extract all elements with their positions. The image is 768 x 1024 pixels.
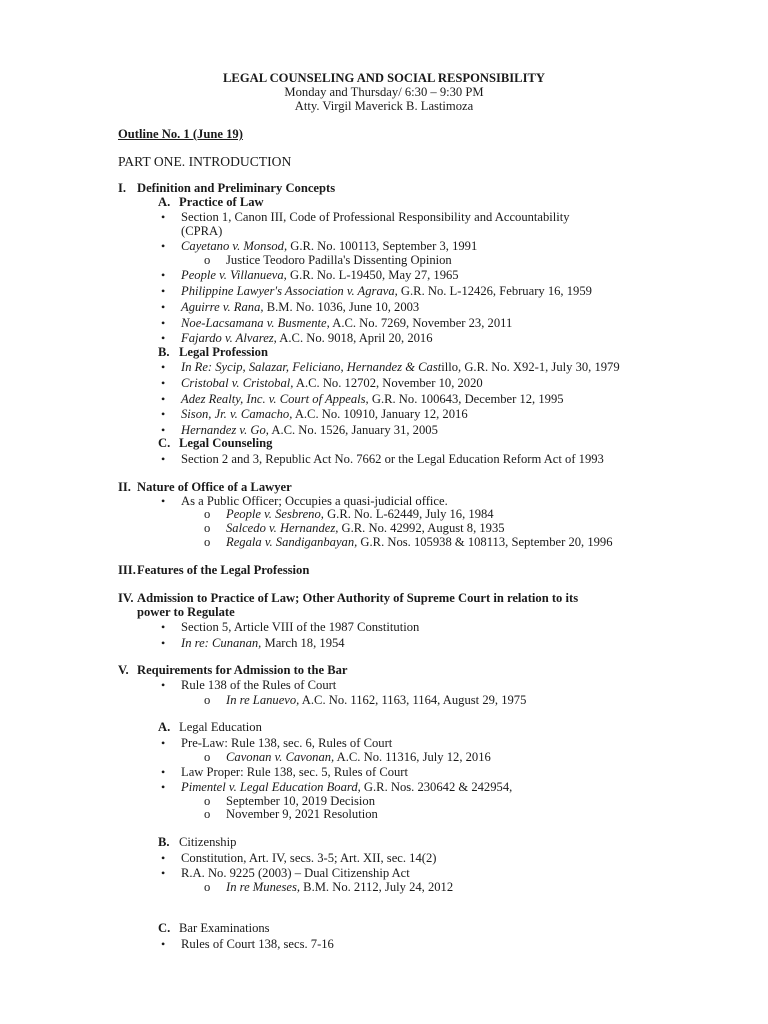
list-item: As a Public Officer; Occupies a quasi-judicial office. <box>181 494 448 508</box>
case-citation: A.C. No. 1162, 1163, 1164, August 29, 1975 <box>299 693 527 707</box>
case-citation: A.C. No. 11316, July 12, 2016 <box>334 750 491 764</box>
case-citation: A.C. No. 9018, April 20, 2016 <box>276 331 433 345</box>
sub-list-item: November 9, 2021 Resolution <box>226 807 378 821</box>
part-title: PART ONE. INTRODUCTION <box>118 154 292 169</box>
list-item <box>181 284 592 299</box>
list-item <box>181 780 512 795</box>
outline-label: Outline No. 1 (June 19) <box>118 127 243 141</box>
section-number: V. <box>118 663 129 677</box>
section-number: I. <box>118 181 127 195</box>
case-citation: A.C. No. 7269, November 23, 2011 <box>329 316 513 330</box>
case-name: Hernandez v. Go, <box>181 423 269 437</box>
list-item <box>181 300 419 315</box>
list-item: Constitution, Art. IV, secs. 3-5; Art. XII, sec. 14(2) <box>181 851 437 865</box>
section-number: III. <box>118 563 136 577</box>
list-item: R.A. No. 9225 (2003) – Dual Citizenship Act <box>181 866 410 880</box>
bullet-icon: • <box>161 765 166 779</box>
circle-bullet-icon: o <box>204 693 211 707</box>
bullet-icon: • <box>161 239 166 253</box>
sub-list-item: Justice Teodoro Padilla's Dissenting Opinion <box>226 253 452 267</box>
subsection-heading <box>158 345 268 360</box>
case-citation: G.R. Nos. 230642 & 242954, <box>360 780 513 794</box>
bullet-icon: • <box>161 407 166 421</box>
bullet-icon: • <box>161 331 166 345</box>
subsection-title: Practice of Law <box>179 195 264 209</box>
section-title: Features of the Legal Profession <box>137 563 310 577</box>
instructor-line: Atty. Virgil Maverick B. Lastimoza <box>294 99 474 113</box>
bullet-icon: • <box>161 284 166 298</box>
bullet-icon: • <box>161 620 166 634</box>
list-item: Rules of Court 138, secs. 7-16 <box>181 937 334 951</box>
list-item <box>181 636 345 651</box>
bullet-icon: • <box>161 376 166 390</box>
circle-bullet-icon: o <box>204 807 211 821</box>
list-item <box>181 316 512 331</box>
sub-list-item <box>226 693 526 708</box>
case-name: In re: Cunanan, <box>181 636 262 650</box>
case-citation: illo, G.R. No. X92-1, July 30, 1979 <box>441 360 620 374</box>
circle-bullet-icon: o <box>204 521 211 535</box>
case-name: Aguirre v. Rana, <box>181 300 264 314</box>
list-item <box>181 268 459 283</box>
list-item: Section 5, Article VIII of the 1987 Constitution <box>181 620 420 634</box>
circle-bullet-icon: o <box>204 794 211 808</box>
list-item <box>181 331 433 346</box>
section-title: Nature of Office of a Lawyer <box>137 480 292 494</box>
bullet-icon: • <box>161 300 166 314</box>
list-item <box>181 239 477 254</box>
circle-bullet-icon: o <box>204 253 211 267</box>
case-name: In re Lanuevo, <box>226 693 300 707</box>
subsection-letter: C. <box>158 921 171 935</box>
bullet-icon: • <box>161 937 166 951</box>
bullet-icon: • <box>161 866 166 880</box>
case-citation: G.R. Nos. 105938 & 108113, September 20, 1996 <box>357 535 613 549</box>
case-citation: G.R. No. L-19450, May 27, 1965 <box>286 268 459 282</box>
subsection-heading <box>158 921 270 936</box>
section-number: IV. <box>118 591 134 605</box>
subsection-title: Legal Profession <box>179 345 268 359</box>
case-name: People v. Villanueva, <box>181 268 287 282</box>
bullet-icon: • <box>161 494 166 508</box>
list-item: Rule 138 of the Rules of Court <box>181 678 337 692</box>
list-item: Pre-Law: Rule 138, sec. 6, Rules of Court <box>181 736 393 750</box>
list-item: Law Proper: Rule 138, sec. 5, Rules of Court <box>181 765 409 779</box>
case-name: Pimentel v. Legal Education Board, <box>181 780 361 794</box>
case-name: Salcedo v. Hernandez, <box>226 521 339 535</box>
case-name: Regala v. Sandiganbayan, <box>226 535 358 549</box>
bullet-icon: • <box>161 316 166 330</box>
case-citation: A.C. No. 1526, January 31, 2005 <box>268 423 438 437</box>
subsection-heading <box>158 195 264 210</box>
subsection-letter: B. <box>158 345 170 359</box>
subsection-title: Bar Examinations <box>179 921 270 935</box>
case-name: In Re: Sycip, Salazar, Feliciano, Hernandez & Cast <box>181 360 442 374</box>
bullet-icon: • <box>161 736 166 750</box>
bullet-icon: • <box>161 392 166 406</box>
bullet-icon: • <box>161 780 166 794</box>
sub-list-item <box>226 521 505 536</box>
document-title: LEGAL COUNSELING AND SOCIAL RESPONSIBILITY <box>223 71 545 85</box>
sub-list-item <box>226 750 491 765</box>
sub-list-item <box>226 507 494 522</box>
section-title-continued: power to Regulate <box>137 605 235 619</box>
section-title: Definition and Preliminary Concepts <box>137 181 336 195</box>
list-item: Section 1, Canon III, Code of Professional Responsibility and Accountability <box>181 210 570 224</box>
case-name: People v. Sesbreno, <box>226 507 324 521</box>
subsection-title: Legal Education <box>179 720 262 734</box>
case-citation: G.R. No. L-12426, February 16, 1959 <box>397 284 592 298</box>
list-item: Section 2 and 3, Republic Act No. 7662 or the Legal Education Reform Act of 1993 <box>181 452 604 466</box>
case-name: Noe-Lacsamana v. Busmente, <box>181 316 330 330</box>
case-name: Fajardo v. Alvarez, <box>181 331 277 345</box>
subsection-heading <box>158 720 262 735</box>
list-item <box>181 376 483 391</box>
subsection-letter: A. <box>158 195 171 209</box>
section-number: II. <box>118 480 131 494</box>
case-citation: G.R. No. 100113, September 3, 1991 <box>287 239 478 253</box>
subsection-letter: B. <box>158 835 170 849</box>
subsection-heading <box>158 436 272 451</box>
subsection-title: Legal Counseling <box>179 436 273 450</box>
bullet-icon: • <box>161 851 166 865</box>
case-name: Cristobal v. Cristobal, <box>181 376 294 390</box>
bullet-icon: • <box>161 268 166 282</box>
case-name: Philippine Lawyer's Association v. Agrava, <box>181 284 398 298</box>
list-item <box>181 392 564 407</box>
section-title: Admission to Practice of Law; Other Authority of Supreme Court in relation to its <box>137 591 579 605</box>
case-name: Cavonan v. Cavonan, <box>226 750 335 764</box>
case-citation: G.R. No. 42992, August 8, 1935 <box>338 521 505 535</box>
case-citation: G.R. No. 100643, December 12, 1995 <box>368 392 564 406</box>
subsection-letter: A. <box>158 720 171 734</box>
circle-bullet-icon: o <box>204 507 211 521</box>
case-citation: G.R. No. L-62449, July 16, 1984 <box>323 507 494 521</box>
list-item <box>181 360 620 375</box>
sub-list-item: September 10, 2019 Decision <box>226 794 375 808</box>
list-item <box>181 407 468 422</box>
bullet-icon: • <box>161 636 166 650</box>
list-item-continued: (CPRA) <box>181 224 223 238</box>
case-name: Cayetano v. Monsod, <box>181 239 288 253</box>
case-name: In re Muneses, <box>226 880 301 894</box>
case-citation: March 18, 1954 <box>261 636 345 650</box>
circle-bullet-icon: o <box>204 880 211 894</box>
case-name: Sison, Jr. v. Camacho, <box>181 407 293 421</box>
bullet-icon: • <box>161 452 166 466</box>
bullet-icon: • <box>161 423 166 437</box>
bullet-icon: • <box>161 210 166 224</box>
case-citation: B.M. No. 1036, June 10, 2003 <box>263 300 420 314</box>
bullet-icon: • <box>161 678 166 692</box>
case-citation: A.C. No. 10910, January 12, 2016 <box>292 407 468 421</box>
circle-bullet-icon: o <box>204 535 211 549</box>
case-citation: A.C. No. 12702, November 10, 2020 <box>293 376 483 390</box>
schedule-line: Monday and Thursday/ 6:30 – 9:30 PM <box>284 85 484 99</box>
subsection-title: Citizenship <box>179 835 237 849</box>
case-citation: B.M. No. 2112, July 24, 2012 <box>300 880 454 894</box>
subsection-letter: C. <box>158 436 171 450</box>
section-title: Requirements for Admission to the Bar <box>137 663 348 677</box>
subsection-heading <box>158 835 236 850</box>
case-name: Adez Realty, Inc. v. Court of Appeals, <box>181 392 369 406</box>
sub-list-item <box>226 535 613 550</box>
circle-bullet-icon: o <box>204 750 211 764</box>
sub-list-item <box>226 880 453 895</box>
bullet-icon: • <box>161 360 166 374</box>
